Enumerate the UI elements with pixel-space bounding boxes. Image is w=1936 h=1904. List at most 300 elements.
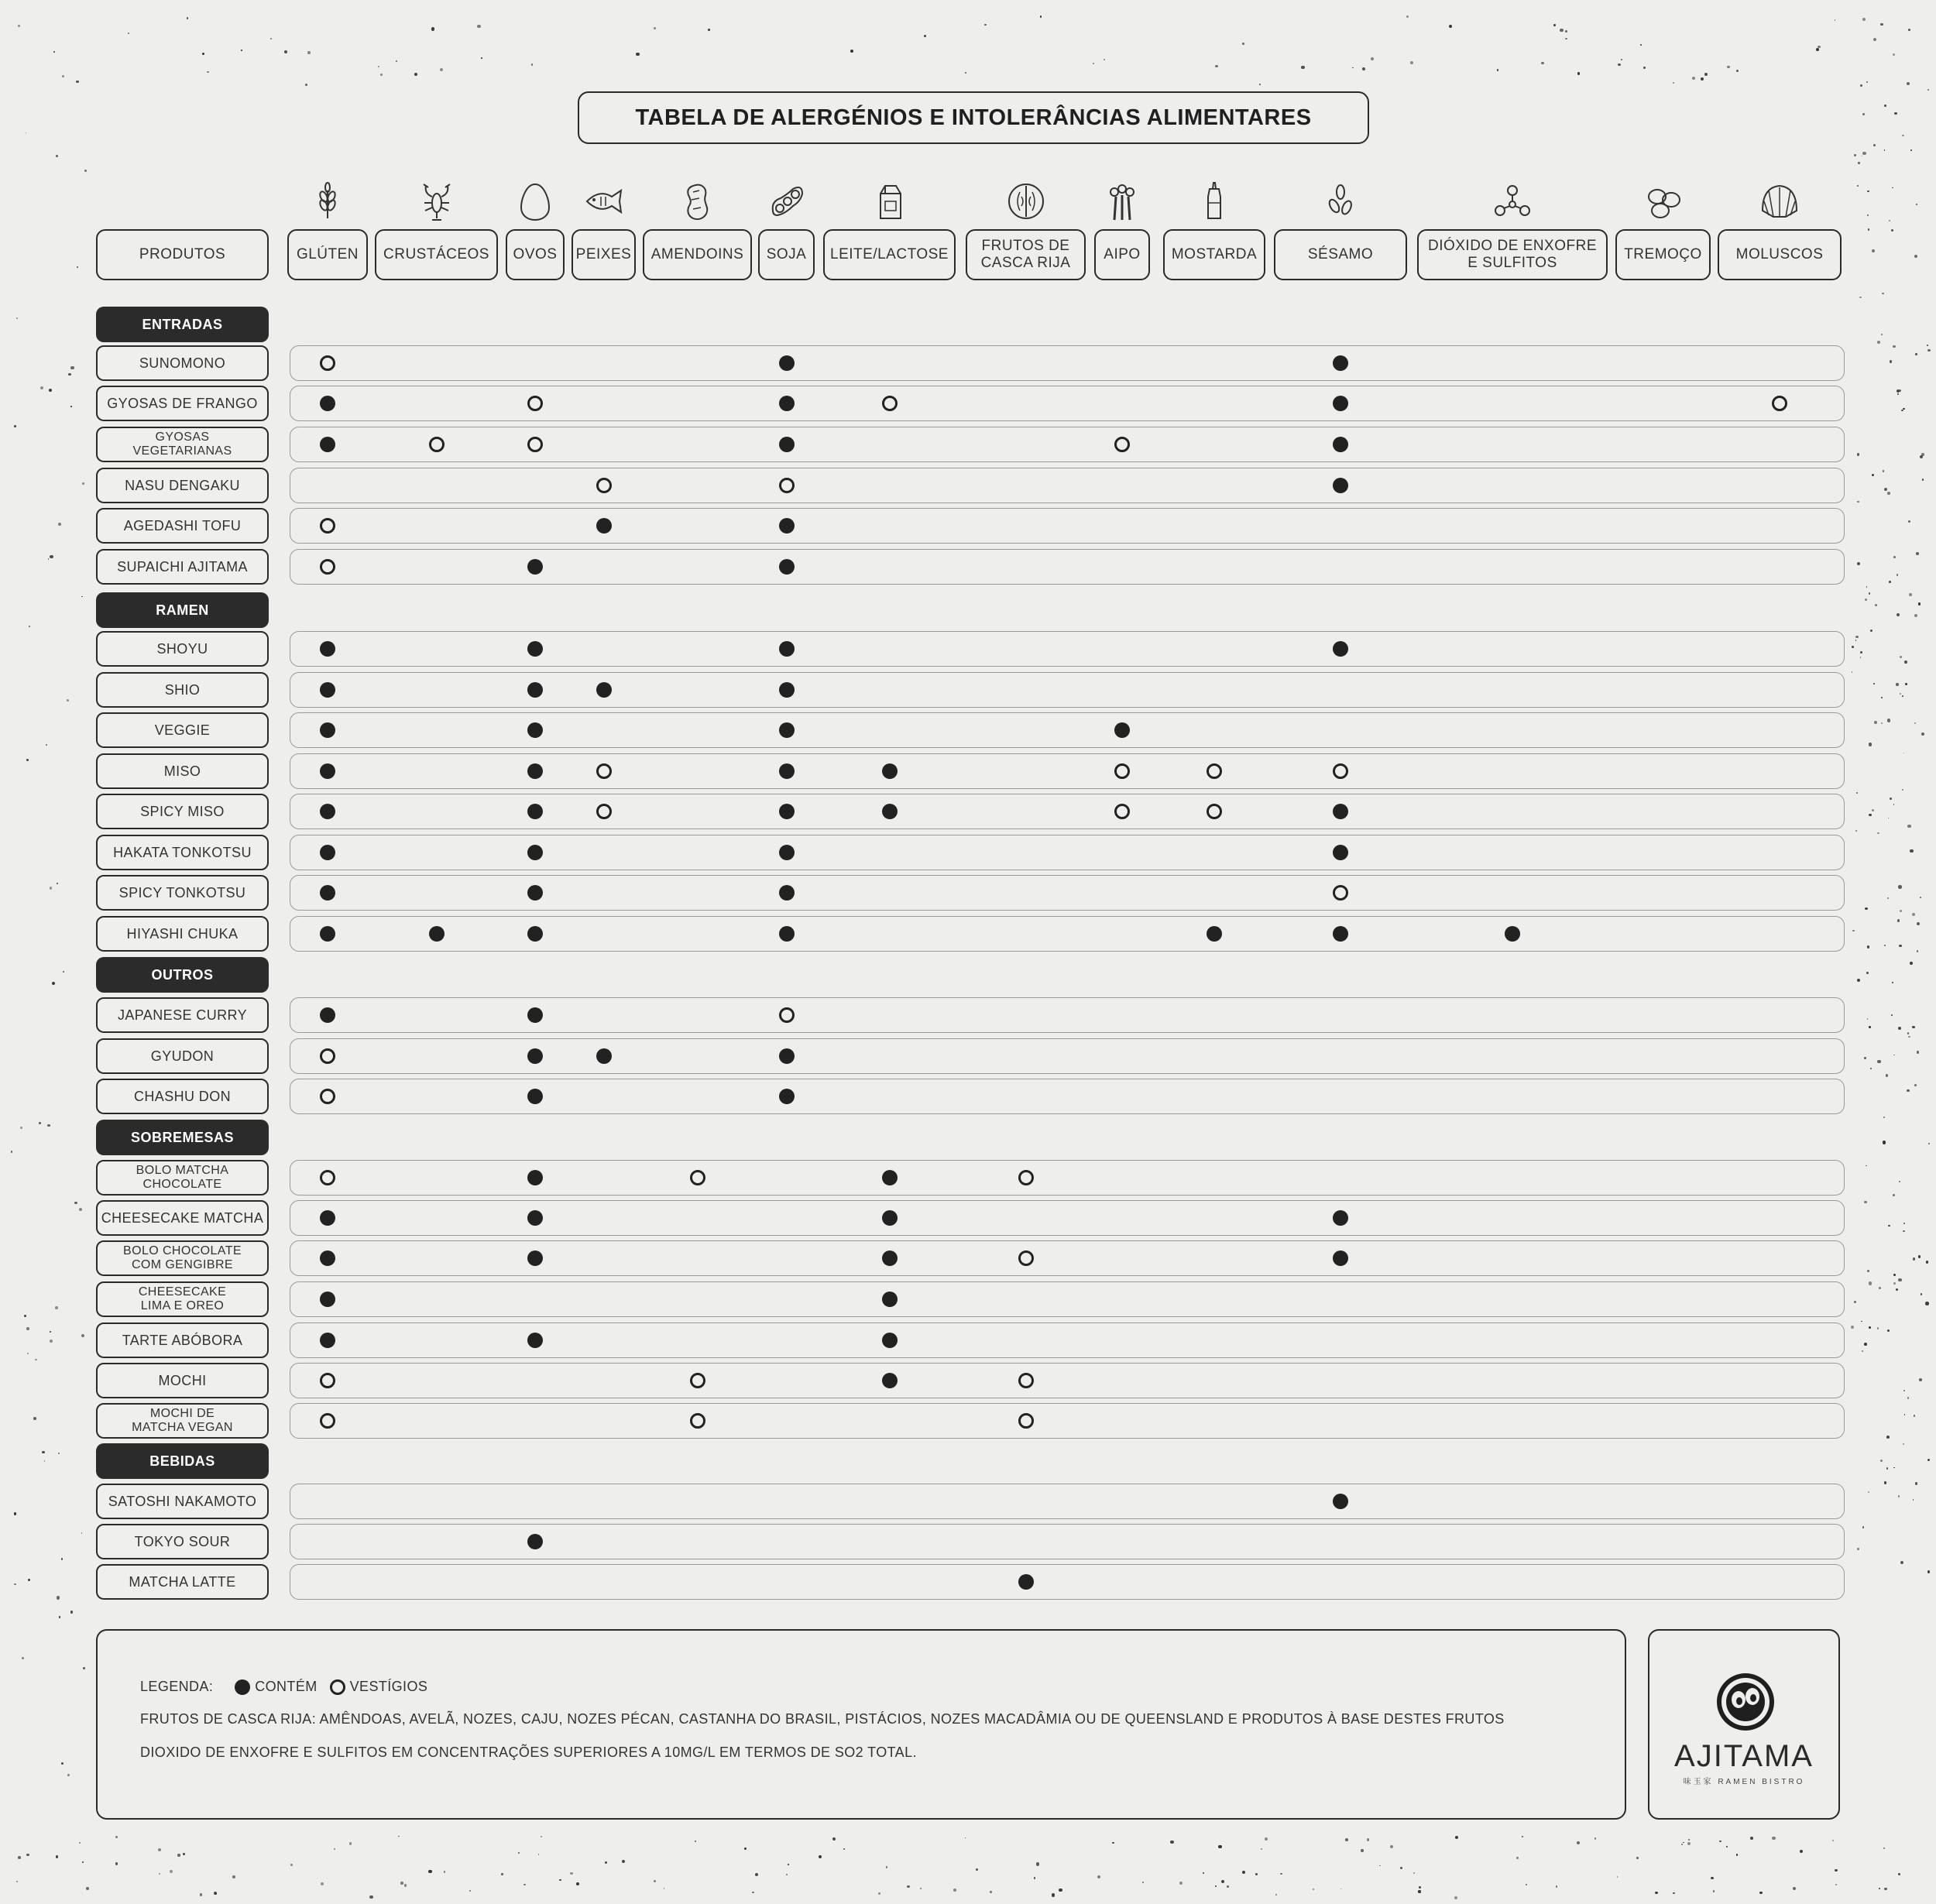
paper-speck xyxy=(1497,69,1499,71)
product-name: TOKYO SOUR xyxy=(96,1524,269,1559)
allergen-header: SÉSAMO xyxy=(1274,229,1407,280)
paper-speck xyxy=(1884,105,1886,107)
table-row xyxy=(290,1079,1845,1114)
table-row xyxy=(290,997,1845,1033)
paper-speck xyxy=(44,1460,46,1462)
paper-speck xyxy=(1883,470,1885,472)
paper-speck xyxy=(1869,814,1872,817)
paper-speck xyxy=(1928,1143,1930,1144)
paper-speck xyxy=(1900,656,1902,658)
paper-speck xyxy=(82,1861,84,1863)
paper-speck xyxy=(1903,753,1905,754)
paper-speck xyxy=(59,1616,61,1618)
allergen-header: CRUSTÁCEOS xyxy=(375,229,498,280)
contains-mark xyxy=(320,1007,335,1023)
paper-speck xyxy=(1867,1270,1870,1273)
contains-mark xyxy=(320,641,335,657)
contains-mark xyxy=(779,559,795,575)
allergen-header: LEITE/LACTOSE xyxy=(823,229,956,280)
paper-speck xyxy=(1886,1436,1890,1439)
paper-speck xyxy=(53,51,55,53)
paper-speck xyxy=(58,1453,60,1454)
paper-speck xyxy=(1852,671,1853,673)
paper-speck xyxy=(1899,945,1901,947)
paper-speck xyxy=(1879,1888,1880,1889)
paper-speck xyxy=(1800,1850,1803,1853)
product-name: SPICY MISO xyxy=(96,794,269,829)
paper-speck xyxy=(1577,1841,1580,1844)
paper-speck xyxy=(538,1854,540,1855)
paper-speck xyxy=(1886,1467,1889,1470)
paper-speck xyxy=(654,1880,656,1882)
brand-logo-panel xyxy=(1648,1629,1840,1820)
paper-speck xyxy=(1897,919,1900,921)
paper-speck xyxy=(61,1762,64,1765)
paper-speck xyxy=(321,1882,324,1885)
allergen-header: OVOS xyxy=(506,229,565,280)
paper-speck xyxy=(481,57,482,59)
contains-mark xyxy=(527,1333,543,1348)
paper-speck xyxy=(378,66,379,67)
paper-speck xyxy=(518,1852,520,1854)
paper-speck xyxy=(752,1892,754,1894)
contains-mark xyxy=(1333,437,1348,452)
paper-speck xyxy=(1927,89,1929,91)
product-name: GYUDON xyxy=(96,1038,269,1074)
paper-speck xyxy=(744,1847,747,1851)
paper-speck xyxy=(1852,930,1855,932)
traces-mark xyxy=(779,478,795,493)
paper-speck xyxy=(1872,809,1874,811)
contains-mark xyxy=(1333,1494,1348,1509)
contains-mark xyxy=(1333,1210,1348,1226)
paper-speck xyxy=(1900,910,1902,912)
paper-speck xyxy=(1921,732,1924,736)
paper-speck xyxy=(755,1873,758,1876)
paper-speck xyxy=(1711,1877,1714,1880)
paper-speck xyxy=(1860,657,1862,658)
paper-speck xyxy=(79,1842,81,1844)
paper-speck xyxy=(290,1864,293,1866)
paper-speck xyxy=(622,1860,625,1863)
product-name: HIYASHI CHUKA xyxy=(96,916,269,952)
paper-speck xyxy=(1059,1889,1062,1892)
paper-speck xyxy=(1221,1880,1224,1883)
paper-speck xyxy=(431,27,434,30)
paper-speck xyxy=(1879,1287,1881,1289)
paper-speck xyxy=(1896,683,1899,686)
paper-speck xyxy=(1869,1281,1872,1285)
contains-mark xyxy=(882,1333,898,1348)
paper-speck xyxy=(1345,1838,1348,1841)
paper-speck xyxy=(1888,1225,1890,1227)
paper-speck xyxy=(1916,204,1917,205)
paper-speck xyxy=(1772,1837,1775,1840)
paper-speck xyxy=(26,132,27,134)
paper-speck xyxy=(40,386,43,389)
paper-speck xyxy=(1908,29,1910,31)
allergen-header: AMENDOINS xyxy=(643,229,752,280)
paper-speck xyxy=(1916,552,1919,555)
paper-speck xyxy=(1704,73,1708,76)
traces-circle-icon xyxy=(330,1679,345,1695)
paper-speck xyxy=(1884,149,1886,151)
paper-speck xyxy=(334,1848,335,1850)
peanut-icon xyxy=(676,180,719,223)
paper-speck xyxy=(1891,229,1893,232)
paper-speck xyxy=(1883,1141,1886,1144)
walnut-icon xyxy=(1004,180,1048,223)
paper-speck xyxy=(1922,479,1924,480)
paper-speck xyxy=(1275,1894,1277,1895)
product-name: SPICY TONKOTSU xyxy=(96,875,269,911)
paper-speck xyxy=(1864,1057,1866,1059)
paper-speck xyxy=(1419,1886,1421,1889)
paper-speck xyxy=(1877,832,1879,834)
paper-speck xyxy=(1913,1257,1916,1261)
paper-speck xyxy=(115,1862,118,1865)
paper-speck xyxy=(1455,1836,1458,1839)
paper-speck xyxy=(1692,77,1695,80)
paper-speck xyxy=(576,1882,579,1885)
paper-speck xyxy=(1750,1837,1753,1840)
paper-speck xyxy=(1280,1873,1282,1875)
paper-speck xyxy=(400,1882,403,1884)
paper-speck xyxy=(1636,1857,1639,1859)
paper-speck xyxy=(1526,1884,1527,1885)
paper-speck xyxy=(1856,792,1858,794)
contains-dot-icon xyxy=(235,1679,250,1695)
paper-speck xyxy=(1793,1887,1796,1890)
paper-speck xyxy=(200,1893,202,1895)
traces-mark xyxy=(320,1373,335,1388)
paper-speck xyxy=(531,63,534,66)
paper-speck xyxy=(1893,556,1896,558)
paper-speck xyxy=(1884,488,1887,491)
contains-mark xyxy=(779,885,795,901)
paper-speck xyxy=(1313,1889,1314,1890)
paper-speck xyxy=(369,1895,372,1899)
paper-speck xyxy=(1927,349,1930,352)
table-row xyxy=(290,835,1845,870)
paper-speck xyxy=(57,1596,60,1599)
traces-mark xyxy=(690,1170,705,1185)
traces-mark xyxy=(882,396,898,411)
paper-speck xyxy=(1855,830,1857,832)
contains-mark xyxy=(527,1007,543,1023)
paper-speck xyxy=(1872,249,1875,252)
paper-speck xyxy=(1884,1888,1887,1891)
paper-speck xyxy=(81,1334,84,1337)
paper-speck xyxy=(62,75,64,77)
paper-speck xyxy=(16,317,18,319)
paper-speck xyxy=(1883,1847,1885,1849)
paper-speck xyxy=(1910,849,1913,853)
paper-speck xyxy=(1265,1837,1268,1841)
paper-speck xyxy=(965,1837,966,1839)
paper-speck xyxy=(1890,360,1893,363)
paper-speck xyxy=(1901,410,1903,411)
paper-speck xyxy=(1925,1302,1928,1305)
paper-speck xyxy=(1893,804,1895,805)
paper-speck xyxy=(850,50,853,53)
paper-speck xyxy=(270,38,272,39)
milk-carton-icon xyxy=(868,180,911,223)
paper-speck xyxy=(1889,220,1890,221)
traces-mark xyxy=(320,1048,335,1064)
contains-mark xyxy=(320,926,335,942)
paper-speck xyxy=(1713,1890,1715,1892)
paper-speck xyxy=(878,1892,880,1895)
contains-mark xyxy=(527,1089,543,1104)
contains-mark xyxy=(882,1292,898,1307)
paper-speck xyxy=(1893,1194,1895,1196)
traces-mark xyxy=(429,437,445,452)
paper-speck xyxy=(1818,46,1820,48)
paper-speck xyxy=(570,1872,572,1875)
paper-speck xyxy=(1371,57,1374,60)
paper-speck xyxy=(1898,1278,1901,1281)
paper-speck xyxy=(786,1874,788,1875)
contains-mark xyxy=(320,845,335,860)
paper-speck xyxy=(404,1884,407,1887)
paper-speck xyxy=(1908,1036,1910,1038)
paper-speck xyxy=(1867,1018,1869,1020)
paper-speck xyxy=(886,1866,888,1868)
paper-speck xyxy=(1894,112,1897,115)
contains-mark xyxy=(882,1250,898,1266)
paper-speck xyxy=(50,1340,53,1343)
traces-mark xyxy=(527,437,543,452)
paper-speck xyxy=(128,33,129,34)
product-name: VEGGIE xyxy=(96,712,269,748)
paper-speck xyxy=(39,1122,41,1124)
table-row xyxy=(290,712,1845,748)
paper-speck xyxy=(18,25,20,27)
paper-speck xyxy=(1897,393,1899,395)
traces-mark xyxy=(779,1007,795,1023)
traces-mark xyxy=(1333,763,1348,779)
table-row xyxy=(290,1240,1845,1276)
paper-speck xyxy=(1886,1074,1888,1076)
paper-speck xyxy=(1040,15,1042,18)
paper-speck xyxy=(1242,43,1244,45)
product-name: AGEDASHI TOFU xyxy=(96,508,269,544)
legend-traces-label: VESTÍGIOS xyxy=(349,1679,428,1694)
paper-speck xyxy=(1872,474,1874,476)
paper-speck xyxy=(924,35,926,37)
paper-speck xyxy=(414,73,417,76)
paper-speck xyxy=(1927,1459,1930,1461)
paper-speck xyxy=(1759,1892,1763,1895)
contains-mark xyxy=(596,518,612,533)
paper-speck xyxy=(1301,66,1304,69)
paper-speck xyxy=(1912,1026,1915,1029)
paper-speck xyxy=(1918,1255,1921,1258)
contains-mark xyxy=(320,804,335,819)
paper-speck xyxy=(1892,187,1893,189)
contains-mark xyxy=(779,355,795,371)
paper-speck xyxy=(1900,693,1901,695)
product-name: MATCHA LATTE xyxy=(96,1564,269,1600)
paper-speck xyxy=(1367,1838,1370,1841)
paper-speck xyxy=(1655,1892,1657,1894)
legend-contains-label: CONTÉM xyxy=(255,1679,318,1694)
paper-speck xyxy=(61,1558,63,1559)
product-name: SHOYU xyxy=(96,631,269,667)
paper-speck xyxy=(1203,1872,1204,1874)
traces-mark xyxy=(596,478,612,493)
paper-speck xyxy=(52,982,55,985)
paper-speck xyxy=(68,373,71,376)
paper-speck xyxy=(1727,66,1729,68)
table-row xyxy=(290,672,1845,708)
paper-speck xyxy=(1866,972,1869,974)
paper-speck xyxy=(22,1657,25,1660)
paper-speck xyxy=(1867,214,1869,217)
paper-speck xyxy=(559,1879,561,1881)
paper-speck xyxy=(1887,492,1890,495)
paper-speck xyxy=(1868,1491,1870,1494)
paper-speck xyxy=(67,699,70,702)
paper-speck xyxy=(1553,24,1556,26)
contains-mark xyxy=(527,1170,543,1185)
mustard-bottle-icon xyxy=(1193,180,1236,223)
paper-speck xyxy=(541,1836,542,1837)
paper-speck xyxy=(1903,1390,1905,1391)
paper-speck xyxy=(67,1774,70,1776)
paper-speck xyxy=(1869,743,1872,746)
product-name: NASU DENGAKU xyxy=(96,468,269,503)
table-row xyxy=(290,468,1845,503)
paper-speck xyxy=(1687,1842,1691,1845)
paper-speck xyxy=(1052,1893,1055,1896)
contains-mark xyxy=(527,1250,543,1266)
paper-speck xyxy=(501,1873,503,1875)
contains-mark xyxy=(779,1048,795,1064)
paper-speck xyxy=(48,558,50,560)
contains-mark xyxy=(320,885,335,901)
contains-mark xyxy=(1333,641,1348,657)
paper-speck xyxy=(1897,389,1900,393)
contains-mark xyxy=(779,763,795,779)
contains-mark xyxy=(596,682,612,698)
paper-speck xyxy=(1218,1845,1221,1848)
paper-speck xyxy=(1255,1873,1258,1875)
paper-speck xyxy=(1893,53,1895,56)
paper-speck xyxy=(1565,30,1567,33)
allergen-header: MOSTARDA xyxy=(1163,229,1265,280)
paper-speck xyxy=(202,53,204,55)
paper-speck xyxy=(1857,562,1860,565)
paper-speck xyxy=(1898,1495,1900,1497)
paper-speck xyxy=(788,1864,789,1865)
paper-speck xyxy=(1449,25,1452,28)
soybean-icon xyxy=(765,180,808,223)
paper-speck xyxy=(1870,1068,1872,1069)
table-row xyxy=(290,549,1845,585)
paper-speck xyxy=(440,68,443,71)
category-label: OUTROS xyxy=(96,957,269,993)
brand-tagline: 味玉家 RAMEN BISTRO xyxy=(1683,1778,1805,1786)
paper-speck xyxy=(18,1856,21,1859)
traces-mark xyxy=(690,1413,705,1429)
paper-speck xyxy=(1556,1885,1558,1888)
paper-speck xyxy=(1884,945,1886,946)
paper-speck xyxy=(1899,1181,1900,1182)
product-name: SHIO xyxy=(96,672,269,708)
product-name: MOCHI xyxy=(96,1363,269,1398)
paper-speck xyxy=(1909,593,1912,596)
paper-speck xyxy=(83,1667,85,1669)
table-row xyxy=(290,1363,1845,1398)
paper-speck xyxy=(654,27,656,29)
table-row xyxy=(290,1160,1845,1196)
paper-speck xyxy=(1867,190,1869,193)
paper-speck xyxy=(1914,255,1917,258)
paper-speck xyxy=(664,1888,665,1889)
paper-speck xyxy=(1896,1288,1898,1291)
paper-speck xyxy=(1918,602,1921,605)
paper-speck xyxy=(990,1891,993,1894)
paper-speck xyxy=(1854,1301,1856,1303)
legend-key xyxy=(140,1679,427,1695)
paper-speck xyxy=(24,1315,26,1317)
paper-speck xyxy=(1673,82,1674,84)
paper-speck xyxy=(207,71,209,74)
legend-note-sulfites: DIOXIDO DE ENXOFRE E SULFITOS EM CONCENTRAÇÕES SUPERIORES A 10MG/L EM TERMOS DE SO2 TOTAL. xyxy=(140,1744,917,1760)
paper-speck xyxy=(1869,1026,1870,1027)
paper-speck xyxy=(305,84,307,86)
traces-mark xyxy=(320,1413,335,1429)
contains-mark xyxy=(320,1250,335,1266)
traces-mark xyxy=(320,518,335,533)
paper-speck xyxy=(79,1208,82,1211)
contains-mark xyxy=(527,1534,543,1549)
paper-speck xyxy=(1917,950,1919,952)
paper-speck xyxy=(1541,62,1543,64)
paper-speck xyxy=(1893,345,1896,348)
paper-speck xyxy=(1179,1882,1183,1885)
contains-mark xyxy=(779,437,795,452)
paper-speck xyxy=(1907,825,1910,828)
paper-speck xyxy=(1914,1084,1917,1086)
table-row xyxy=(290,794,1845,829)
paper-speck xyxy=(1889,581,1891,583)
lupin-icon xyxy=(1642,180,1685,223)
contains-mark xyxy=(527,682,543,698)
traces-mark xyxy=(1772,396,1787,411)
contains-mark xyxy=(1114,722,1130,738)
paper-speck xyxy=(1259,84,1261,85)
paper-speck xyxy=(1908,520,1910,523)
paper-speck xyxy=(380,74,383,76)
contains-mark xyxy=(882,1373,898,1388)
paper-speck xyxy=(115,1836,118,1838)
traces-mark xyxy=(1018,1170,1034,1185)
paper-speck xyxy=(1910,149,1912,151)
paper-speck xyxy=(1905,683,1907,685)
category-label: BEBIDAS xyxy=(96,1443,269,1479)
paper-speck xyxy=(1912,913,1915,916)
brand-name: AJITAMA xyxy=(1674,1739,1814,1773)
paper-speck xyxy=(1859,297,1861,298)
paper-speck xyxy=(708,29,710,31)
paper-speck xyxy=(1390,1845,1393,1848)
table-row xyxy=(290,345,1845,381)
paper-speck xyxy=(1862,18,1866,21)
paper-speck xyxy=(1900,1561,1903,1564)
